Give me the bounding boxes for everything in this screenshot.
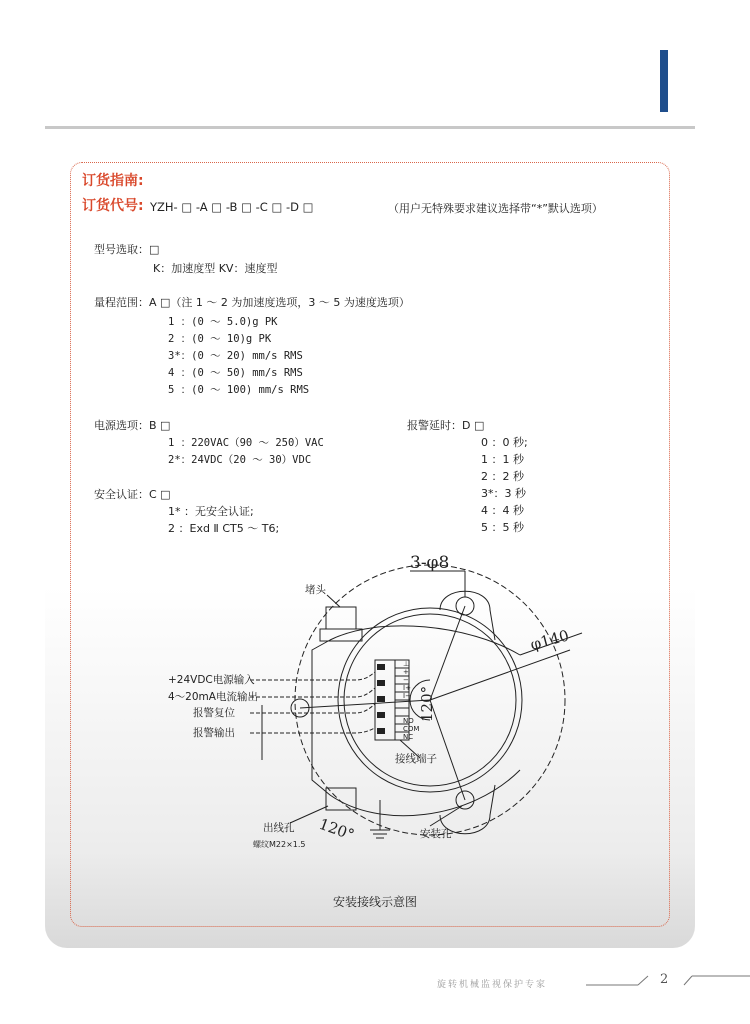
terminal-mark: NC bbox=[403, 733, 414, 741]
power-input-label: +24VDC电源输入 bbox=[168, 674, 255, 686]
terminal-mark: COM bbox=[403, 725, 420, 733]
alarm-output-label: 报警输出 bbox=[193, 727, 235, 739]
guide-title: 订货指南: bbox=[82, 173, 144, 189]
mount-ear-bottom bbox=[440, 785, 495, 834]
range-item: 3*：(0 ～ 20) mm/s RMS bbox=[168, 350, 303, 362]
current-output-label: 4～20mA电流输出 bbox=[168, 691, 258, 703]
model-options: K：加速度型 KV：速度型 bbox=[153, 262, 278, 275]
alarm-reset-label: 报警复位 bbox=[193, 707, 235, 719]
footer-slogan: 旋转机械监视保护专家 bbox=[437, 980, 548, 990]
code-label: 订货代号: bbox=[82, 198, 144, 214]
housing-outline bbox=[312, 626, 520, 816]
header-rule bbox=[45, 126, 695, 129]
delay-item: 1 ：1 秒 bbox=[481, 453, 524, 466]
delay-item: 2 ：2 秒 bbox=[481, 470, 524, 483]
plug-shape bbox=[326, 607, 356, 629]
terminal-mark: + bbox=[403, 668, 409, 676]
order-code: YZH- □ -A □ -B □ -C □ -D □ bbox=[150, 200, 314, 214]
installation-wiring-diagram bbox=[150, 545, 590, 860]
delay-item: 3*：3 秒 bbox=[481, 487, 526, 500]
range-heading: 量程范围：A □（注 1 ～ 2 为加速度选项，3 ～ 5 为速度选项） bbox=[94, 296, 410, 309]
thread-label: 螺纹M22×1.5 bbox=[253, 840, 306, 849]
diameter-label: φ140 bbox=[528, 626, 571, 654]
power-item: 1 ：220VAC（90 ～ 250）VAC bbox=[168, 437, 324, 449]
delay-item: 5 ：5 秒 bbox=[481, 521, 524, 534]
holes-label: 3-φ8 bbox=[410, 553, 450, 573]
cert-item: 2 ：Exd Ⅱ CT5 ～ T6; bbox=[168, 522, 280, 535]
terminal-mark: ⊥ bbox=[403, 660, 410, 668]
order-hint: （用户无特殊要求建议选择带“*”默认选项） bbox=[388, 202, 603, 215]
header-accent-bar bbox=[660, 50, 668, 112]
mount-hole-label: 安装孔 bbox=[420, 828, 452, 840]
page-number: 2 bbox=[660, 972, 669, 987]
delay-item: 4 ：4 秒 bbox=[481, 504, 524, 517]
power-heading: 电源选项：B □ bbox=[94, 419, 171, 432]
range-item: 4 ：(0 ～ 50) mm/s RMS bbox=[168, 367, 303, 379]
terminal-mark: I+ bbox=[403, 684, 411, 692]
outlet-label: 出线孔 bbox=[263, 822, 295, 834]
cert-item: 1* ：无安全认证; bbox=[168, 505, 254, 518]
angle-bottom-label: 120° bbox=[316, 814, 357, 845]
delay-item: 0 ：0 秒; bbox=[481, 436, 528, 449]
terminal-label: 接线端子 bbox=[395, 753, 437, 765]
delay-heading: 报警延时：D □ bbox=[407, 419, 485, 432]
terminal-mark: NO bbox=[403, 717, 414, 725]
diagram-caption: 安装接线示意图 bbox=[332, 895, 417, 909]
range-item: 1 ：(0 ～ 5.0)g PK bbox=[168, 316, 278, 328]
terminal-mark: − bbox=[403, 676, 409, 684]
power-item: 2*：24VDC（20 ～ 30）VDC bbox=[168, 454, 312, 466]
range-item: 2 ：(0 ～ 10)g PK bbox=[168, 333, 272, 345]
plug-label: 堵头 bbox=[305, 584, 326, 596]
terminal-mark: I− bbox=[403, 692, 411, 700]
model-heading: 型号选取：□ bbox=[94, 243, 160, 256]
range-item: 5 ：(0 ～ 100) mm/s RMS bbox=[168, 384, 310, 396]
angle-top-label: 120° bbox=[418, 685, 436, 722]
cert-heading: 安全认证：C □ bbox=[94, 488, 171, 501]
